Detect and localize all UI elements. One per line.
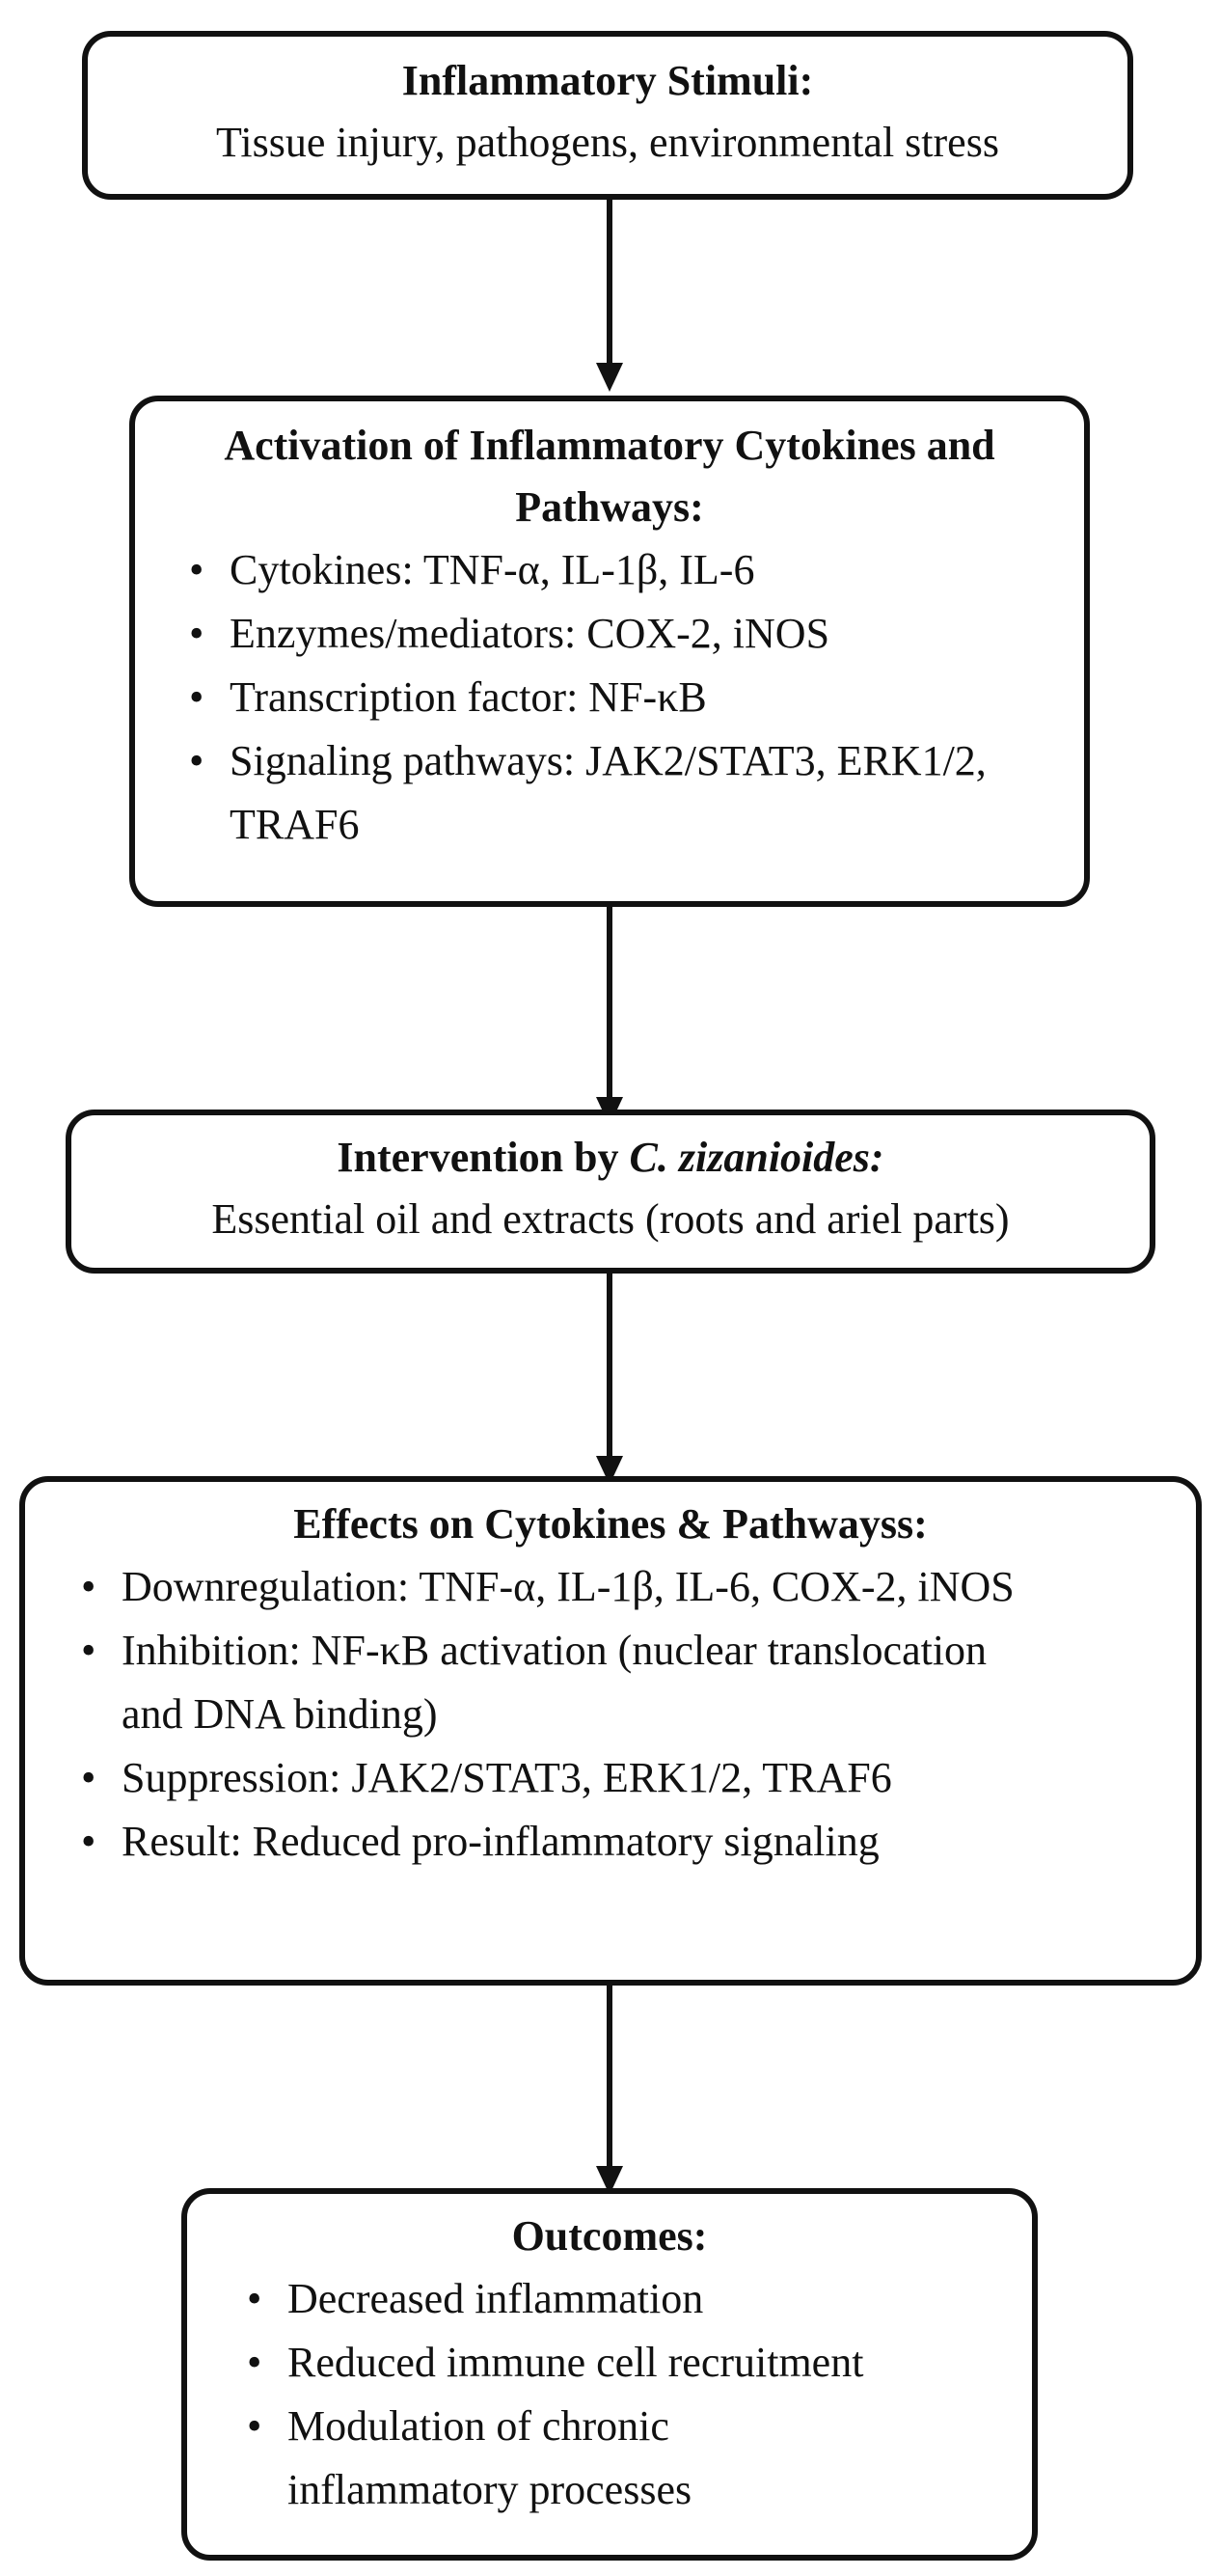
stimuli-title: Inflammatory Stimuli: [401,57,814,104]
list-item: • Modulation of chronic inflammatory processes [247,2395,828,2522]
bullet-icon: • [81,1754,96,1801]
list-item: • Transcription factor: NF-κB [189,666,1055,729]
bullet-icon: • [81,1627,96,1674]
list-item: • Enzymes/mediators: COX-2, iNOS [189,602,1055,666]
list-item: • Cytokines: TNF-α, IL-1β, IL-6 [189,538,1055,602]
list-item: • Reduced immune cell recruitment [247,2331,1013,2395]
list-item: • Downregulation: TNF-α, IL-1β, IL-6, COX-2, iNOS [81,1555,1163,1619]
intervention-text: Essential oil and extracts (roots and ariel parts) [211,1195,1010,1243]
bullet-icon: • [247,2339,262,2386]
bullet-icon: • [247,2402,262,2450]
effects-title: Effects on Cytokines & Pathwayss: [293,1500,928,1548]
bullet-icon: • [189,673,204,721]
effects-box [19,1476,1202,1986]
intervention-box [66,1110,1155,1274]
list-item: • Decreased inflammation [247,2267,1013,2331]
outcomes-box [181,2188,1038,2561]
stimuli-box [82,31,1133,200]
list-item: • Signaling pathways: JAK2/STAT3, ERK1/2, TRAF6 [189,729,1001,857]
species-name: C. zizanioides: [629,1134,884,1181]
bullet-icon: • [189,737,204,784]
activation-title: Activation of Inflammatory Cytokines and Pathways: [224,422,995,531]
activation-list [189,538,1055,857]
outcomes-title: Outcomes: [511,2212,708,2260]
list-item: • Suppression: JAK2/STAT3, ERK1/2, TRAF6 [81,1746,1171,1810]
arrow-connector [607,1274,612,1459]
list-item: • Inhibition: NF-κB activation (nuclear translocation and DNA binding) [81,1619,1018,1746]
arrow-connector [607,1986,612,2169]
activation-box [129,396,1090,907]
list-item: • Result: Reduced pro-inflammatory signaling [81,1810,1171,1874]
intervention-title: Intervention by C. zizanioides: [337,1134,884,1181]
arrow-connector [607,907,612,1100]
outcomes-list [247,2267,1013,2522]
arrow-head [596,363,623,392]
arrow-connector [607,200,612,366]
effects-list [81,1555,1171,1874]
bullet-icon: • [81,1818,96,1865]
bullet-icon: • [247,2275,262,2322]
stimuli-text: Tissue injury, pathogens, environmental stress [216,119,999,166]
bullet-icon: • [189,610,204,657]
bullet-icon: • [189,546,204,593]
bullet-icon: • [81,1563,96,1610]
